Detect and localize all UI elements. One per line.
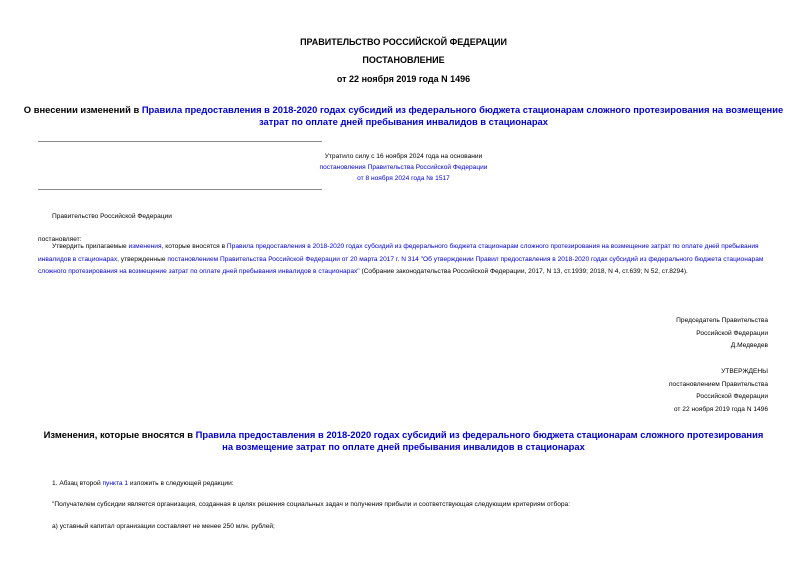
- paragraph-text-1: Утвердить прилагаемые: [52, 243, 129, 250]
- approval-line4: от 22 ноября 2019 года N 1496: [673, 405, 768, 413]
- main-paragraph: [38, 241, 770, 279]
- changes-link[interactable]: изменения: [128, 243, 162, 250]
- quoted-paragraph: "Получателем субсидии является организация, созданная в целях решения социальных задач и получения прибыли и соответствующая следующим критериям отбора:: [52, 501, 571, 508]
- document-title: [20, 104, 787, 128]
- change-item-1-text-1: 1. Абзац второй: [52, 480, 103, 487]
- approval-line2: постановлением Правительства: [668, 380, 768, 388]
- changes-title: [40, 429, 767, 453]
- point-1-link[interactable]: пункта 1: [102, 480, 129, 487]
- paragraph-text-3: , утвержденные: [117, 255, 168, 263]
- signature-name: Д.Медведев: [730, 342, 768, 349]
- change-item-1: [52, 478, 234, 491]
- approval-line3: Российской Федерации: [696, 393, 768, 400]
- approval-line1: УТВЕРЖДЕНЫ: [721, 368, 768, 375]
- changes-title-prefix: Изменения, которые вносятся в: [43, 429, 196, 440]
- signature-org: Российской Федерации: [696, 329, 768, 337]
- divider-bottom: [38, 189, 322, 190]
- approval-block: [669, 366, 768, 416]
- changes-title-link[interactable]: Правила предоставления в 2018-2020 годах субсидий из федерального бюджета стационарам сложного протезирования на возмещение затрат по оплате дней пребывания инвалидов в стационарах: [195, 429, 764, 452]
- title-prefix: О внесении изменений в: [23, 104, 142, 115]
- status-note-link-line3[interactable]: от 8 ноября 2024 года № 1517: [357, 175, 450, 182]
- signature-block: [676, 315, 768, 353]
- government-name: ПРАВИТЕЛЬСТВО РОССИЙСКОЙ ФЕДЕРАЦИИ: [300, 37, 507, 47]
- resolution-link[interactable]: постановлением Правительства Российской Федерации от 20 марта 2017 г. N 314 "Об утверждении Правил предоставления в 2018-2020 годах субсидий из федерального бюджета стационарам сложного протезирования на возмещение затрат по оплате дней пребывания инвалидов в стационарах": [38, 255, 764, 275]
- subitem-a: а) уставный капитал организации составляет не менее 250 млн. рублей;: [52, 523, 275, 530]
- paragraph-text-2: , которые вносятся в: [161, 243, 227, 250]
- document-type: ПОСТАНОВЛЕНИЕ: [362, 55, 445, 65]
- status-note: [160, 151, 647, 184]
- title-rules-link[interactable]: Правила предоставления в 2018-2020 годах субсидий из федерального бюджета стационарам сложного протезирования на возмещение затрат по оплате дней пребывания инвалидов в стационарах: [141, 104, 784, 127]
- change-item-1-text-2: изложить в следующей редакции:: [128, 480, 234, 487]
- status-note-link-line2[interactable]: постановления Правительства Российской Федерации: [319, 164, 488, 171]
- signature-position: Председатель Правительства: [676, 317, 768, 324]
- paragraph-text-4: (Собрание законодательства Российской Федерации, 2017, N 13, ст.1939; 2018, N 4, ст.639; N 52, ст.8294).: [359, 268, 688, 275]
- document-date-number: от 22 ноября 2019 года N 1496: [336, 74, 471, 84]
- rules-link[interactable]: Правила предоставления в 2018-2020 годах субсидий из федерального бюджета стационарам сложного протезирования на возмещение затрат по оплате дней пребывания инвалидов в стационарах: [38, 243, 759, 263]
- divider-top: [38, 141, 322, 142]
- status-note-line1: Утратило силу с 16 ноября 2024 года на основании: [324, 153, 483, 160]
- issuer: Правительство Российской Федерации: [52, 213, 172, 220]
- decrees-label: постановляет:: [38, 236, 82, 243]
